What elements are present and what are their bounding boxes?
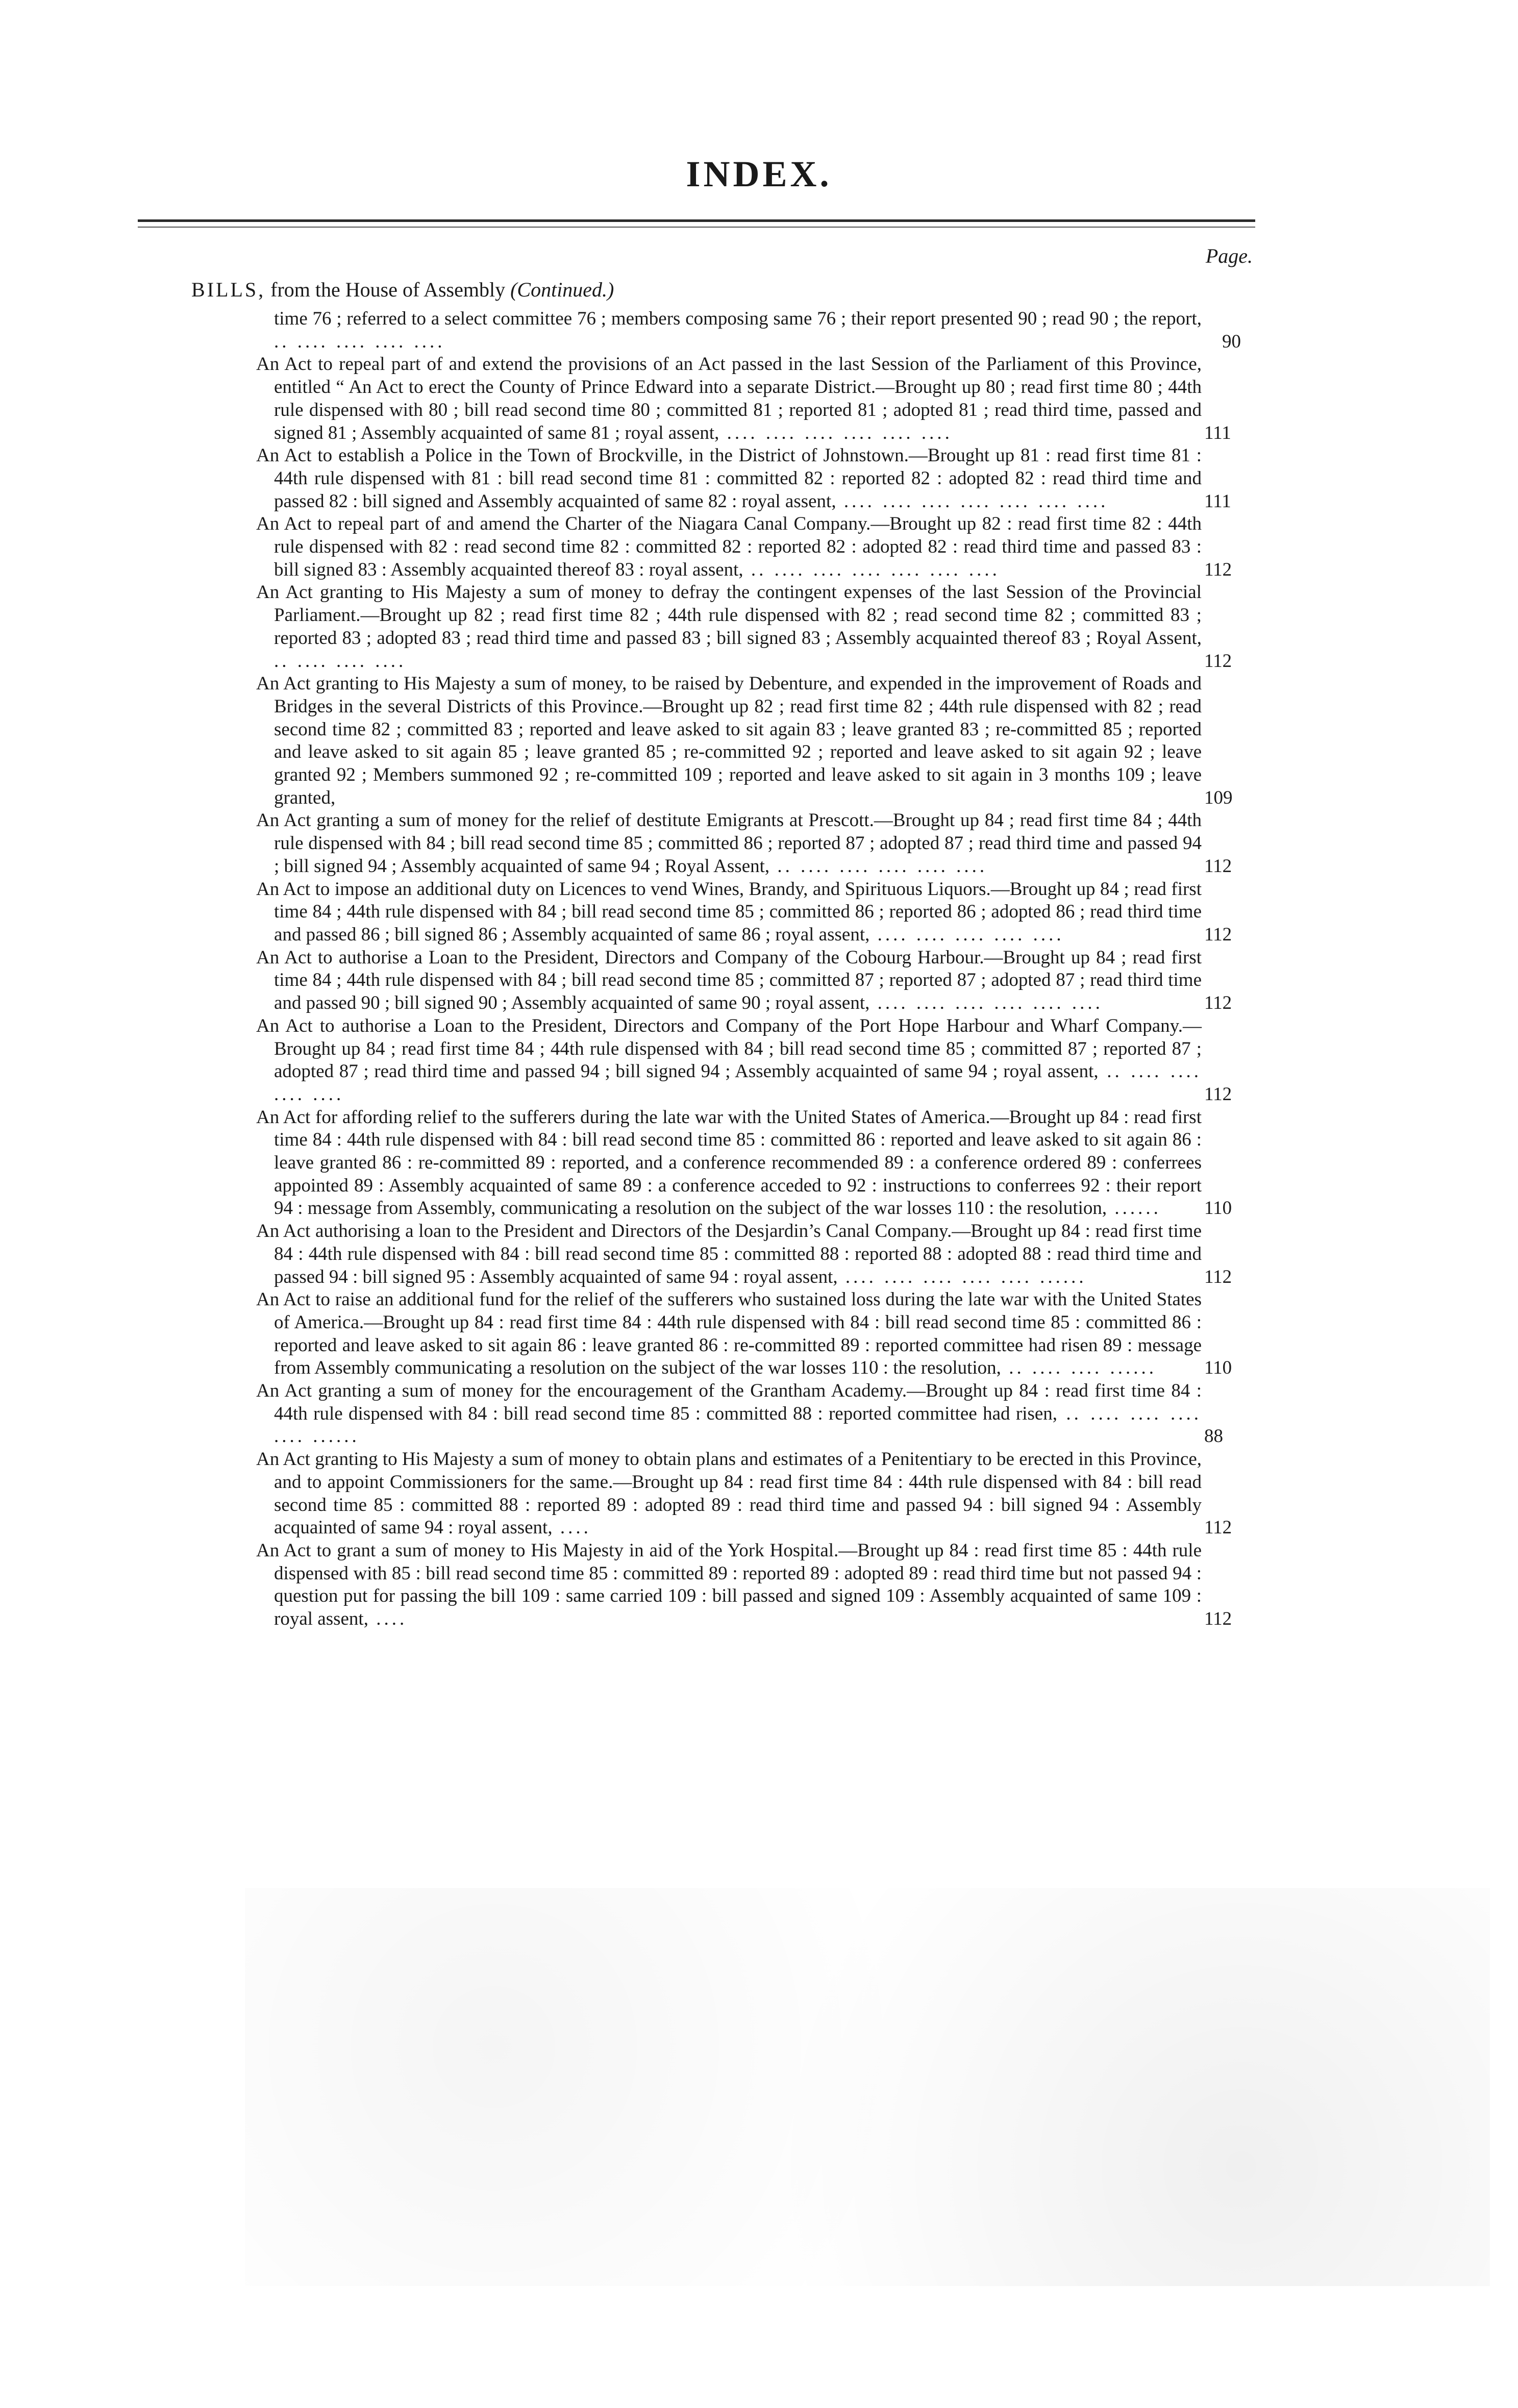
- entry-text: time 76 ; referred to a select committee 76 ; members composing same 76 ; their report presented 90 ; read 90 ; the report,: [274, 308, 1202, 329]
- index-entry: [247, 513, 1237, 581]
- page-column-label: Page.: [1205, 244, 1253, 267]
- entry-text: An Act granting to His Majesty a sum of money to defray the contingent expenses of the last Session of the Provincial Parliament.—Brought up 82 ; read first time 82 ; 44th rule dispensed with 82 ; read second time 82 ; committed 83 ; reported 83 ; adopted 83 ; read third time and passed 83 ; bill signed 83 ; Assembly acquainted thereof 83 ; Royal Assent,: [256, 582, 1202, 649]
- entry-text: An Act granting to His Majesty a sum of money, to be raised by Debenture, and expended in the improvement of Roads and Bridges in the several Districts of this Province.—Brought up 82 ; read first time 82 ; 44th rule dispensed with 82 ; read second time 82 ; committed 83 ; reported and leave asked to sit again 83 ; leave granted 83 ; re-committed 85 ; reported and leave asked to sit again 85 ; leave granted 85 ; re-committed 92 ; reported and leave asked to sit again 92 ; leave granted 92 ; Members summoned 92 ; re-committed 109 ; reported and leave asked to sit again in 3 months 109 ; leave granted,: [256, 673, 1202, 808]
- entry-text: An Act authorising a loan to the President and Directors of the Desjardin’s Canal Company.—Brought up 84 : read first time 84 : 44th rule dispensed with 84 : bill read second time 85 : committed 88 : reported 88 : adopted 88 : read third time and passed 94 : bill signed 95 : Assembly acquainted of same 94 : royal assent,: [256, 1221, 1202, 1287]
- entry-text: An Act to authorise a Loan to the President, Directors and Company of the Cobourg Harbour.—Brought up 84 ; read first time 84 ; 44th rule dispensed with 84 ; bill read second time 85 ; committed 87 ; reported 87 ; adopted 87 ; read third time and passed 90 ; bill signed 90 ; Assembly acquainted of same 90 ; royal assent,: [256, 947, 1202, 1014]
- page-reference: 112: [1204, 650, 1232, 672]
- entry-text: An Act granting to His Majesty a sum of money to obtain plans and estimates of a Penitentiary to be erected in this Province, and to appoint Commissioners for the same.—Brought up 84 : read first time 84 : 44th rule dispensed with 84 : bill read second time 85 : committed 88 : reported 89 : adopted 89 : read third time and passed 94 : bill signed 94 : Assembly acquainted of same 94 : royal assent,: [256, 1449, 1202, 1538]
- index-entry: [247, 1015, 1237, 1106]
- dot-leader: .... .... .... .... .... ......: [837, 1266, 1087, 1287]
- page-reference: 112: [1204, 559, 1232, 580]
- index-entry: [247, 308, 1241, 353]
- dot-leader: .. .... .... .... .... .... ....: [743, 559, 1000, 580]
- index-entry: [247, 1288, 1237, 1380]
- dot-leader: .. .... .... .... .... ......: [274, 1403, 1202, 1447]
- index-entry: [247, 1540, 1237, 1631]
- dot-leader: .... .... .... .... .... ....: [719, 422, 953, 443]
- page-title: INDEX.: [686, 154, 832, 194]
- page-reference: 109: [1204, 787, 1233, 808]
- page-reference: 88: [1204, 1426, 1223, 1447]
- dot-leader: ......: [1107, 1198, 1161, 1219]
- entry-text: An Act for affording relief to the sufferers during the late war with the United States of America.—Brought up 84 : read first time 84 : 44th rule dispensed with 84 : bill read second time 85 : committed 86 : reported and leave asked to sit again 86 : leave granted 86 : re-committed 89 : reported, and a conference recommended 89 : a conference ordered 89 : conferrees appointed 89 : Assembly acquainted of same 89 : a conference acceded to 92 : instructions to conferrees 92 : their report 94 : message from Assembly, communicating a resolution on the subject of the war losses 110 : the resolution,: [256, 1106, 1202, 1219]
- dot-leader: .. .... .... .... .... ....: [769, 855, 988, 877]
- page-reference: 111: [1204, 422, 1231, 443]
- entry-text: An Act to establish a Police in the Town of Brockville, in the District of Johnstown.—Brought up 81 : read first time 81 : 44th rule dispensed with 81 : bill read second time 81 : committed 82 : reported 82 : adopted 82 : read third time and passed 82 : bill signed and Assembly acquainted of same 82 : royal assent,: [256, 445, 1202, 512]
- dot-leader: .... .... .... .... .... .... ....: [836, 490, 1109, 512]
- dot-leader: .. .... .... .... ....: [274, 1061, 1202, 1105]
- section-label-rest: ILLS,: [207, 278, 266, 301]
- title-rule-thin: [138, 227, 1255, 228]
- page-reference: 110: [1204, 1357, 1232, 1379]
- dot-leader: .... .... .... .... .... ....: [869, 992, 1103, 1014]
- page-reference: 112: [1204, 924, 1232, 945]
- section-label-suffix: from the House of Assembly: [265, 278, 511, 301]
- index-entry: [247, 1220, 1237, 1288]
- title-rule-thick: [138, 219, 1255, 222]
- section-label-initial: B: [191, 278, 207, 301]
- page-reference: 112: [1204, 1083, 1232, 1105]
- page-reference: 111: [1204, 490, 1231, 512]
- index-entry: [247, 353, 1237, 444]
- dot-leader: .. .... .... .... ....: [274, 331, 445, 352]
- entry-text: An Act granting a sum of money for the relief of destitute Emigrants at Prescott.—Brought up 84 ; read first time 84 ; 44th rule dispensed with 84 ; bill read second time 85 ; committed 86 ; reported 87 ; adopted 87 ; read third time and passed 94 ; bill signed 94 ; Assembly acquainted of same 94 ; Royal Assent,: [256, 810, 1202, 877]
- index-entry: [247, 1106, 1237, 1221]
- page-reference: 112: [1204, 855, 1232, 877]
- dot-leader: ....: [368, 1608, 408, 1630]
- entry-text: An Act to impose an additional duty on Licences to vend Wines, Brandy, and Spirituous Liquors.—Brought up 84 ; read first time 84 ; 44th rule dispensed with 84 ; bill read second time 85 ; committed 86 ; reported 86 ; adopted 86 ; read third time and passed 86 ; bill signed 86 ; Assembly acquainted of same 86 ; royal assent,: [256, 878, 1202, 945]
- index-entries: [247, 308, 1241, 1631]
- page-reference: 110: [1204, 1198, 1232, 1219]
- dot-leader: .. .... .... ....: [274, 650, 407, 672]
- entry-text: An Act to authorise a Loan to the President, Directors and Company of the Port Hope Harbour and Wharf Company.—Brought up 84 ; read first time 84 ; 44th rule dispensed with 84 ; bill read second time 85 ; committed 87 ; reported 87 ; adopted 87 ; read third time and passed 94 ; bill signed 94 ; Assembly acquainted of same 94 ; royal assent,: [256, 1015, 1202, 1082]
- index-entry: [247, 1448, 1237, 1540]
- index-entry: [247, 1380, 1237, 1448]
- index-entry: [247, 878, 1237, 947]
- section-continued: (Continued.): [510, 278, 614, 301]
- index-entry: [247, 581, 1237, 673]
- page-reference: 112: [1204, 1266, 1232, 1287]
- scan-speckle-overlay: [245, 1888, 1490, 2286]
- index-entry: [247, 809, 1237, 878]
- dot-leader: .. .... .... ......: [1001, 1357, 1157, 1379]
- index-entry: [247, 673, 1237, 809]
- page-reference: 112: [1204, 1608, 1232, 1630]
- dot-leader: ....: [552, 1517, 591, 1538]
- page-reference: 112: [1204, 1517, 1232, 1538]
- index-entry: [247, 444, 1237, 513]
- page-reference: 90: [1222, 331, 1241, 352]
- entry-text: An Act granting a sum of money for the encouragement of the Grantham Academy.—Brought up 84 : read first time 84 : 44th rule dispensed with 84 : bill read second time 85 : committed 88 : reported committee had risen,: [256, 1380, 1202, 1424]
- index-entry: [247, 947, 1237, 1015]
- entry-text: An Act to repeal part of and extend the provisions of an Act passed in the last Session of the Parliament of this Province, entitled “ An Act to erect the County of Prince Edward into a separate District.—Brought up 80 ; read first time 80 ; 44th rule dispensed with 80 ; bill read second time 80 ; committed 81 ; reported 81 ; adopted 81 ; read third time, passed and signed 81 ; Assembly acquainted of same 81 ; royal assent,: [256, 354, 1202, 443]
- entry-text: An Act to grant a sum of money to His Majesty in aid of the York Hospital.—Brought up 84 : read first time 85 : 44th rule dispensed with 85 : bill read second time 85 : committed 89 : reported 89 : adopted 89 : read third time but not passed 94 : question put for passing the bill 109 : same carried 109 : bill passed and signed 109 : Assembly acquainted of same 109 : royal assent,: [256, 1540, 1202, 1630]
- entry-text: An Act to raise an additional fund for the relief of the sufferers who sustained loss during the late war with the United States of America.—Brought up 84 : read first time 84 : 44th rule dispensed with 84 : bill read second time 85 : committed 86 : reported and leave asked to sit again 86 : leave granted 86 : re-committed 89 : reported committee had risen 89 : message from Assembly communicating a resolution on the subject of the war losses 110 : the resolution,: [256, 1289, 1202, 1379]
- section-heading: [191, 278, 614, 302]
- entry-text: An Act to repeal part of and amend the Charter of the Niagara Canal Company.—Brought up 82 : read first time 82 : 44th rule dispensed with 82 : read second time 82 : committed 82 : reported 82 : adopted 82 : read third time and passed 83 : bill signed 83 : Assembly acquainted thereof 83 : royal assent,: [256, 513, 1202, 580]
- dot-leader: .... .... .... .... ....: [869, 924, 1064, 945]
- page-reference: 112: [1204, 992, 1232, 1014]
